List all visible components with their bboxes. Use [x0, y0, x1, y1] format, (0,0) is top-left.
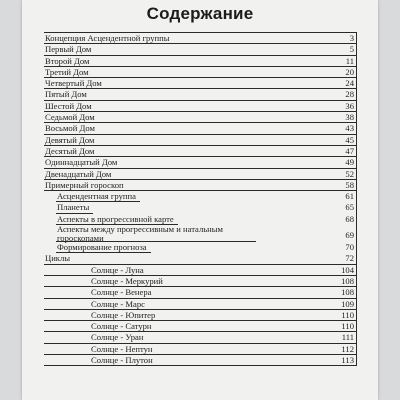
toc-entry-page: 112	[341, 343, 354, 354]
toc-entry-label: Солнце - Меркурий	[91, 275, 163, 286]
toc-entry	[44, 112, 356, 123]
toc-entry-label: Солнце - Нептун	[91, 343, 153, 354]
toc-entry-label: Концепция Асцендентной группы	[45, 33, 170, 43]
toc-entry	[44, 225, 356, 242]
toc-entry-page: 110	[341, 321, 354, 332]
toc-entry	[44, 191, 356, 202]
toc-entry-page: 28	[345, 89, 354, 100]
toc-entry-page: 69	[345, 230, 354, 241]
toc-entry	[44, 332, 356, 343]
toc-entry-page: 68	[345, 213, 354, 224]
toc-entry-page: 43	[345, 123, 354, 134]
toc-entry-page: 38	[345, 112, 354, 123]
toc-entry-page: 65	[345, 202, 354, 213]
toc-entry	[44, 135, 356, 146]
toc-entry-page: 61	[345, 191, 354, 202]
toc-entry	[44, 157, 356, 168]
toc-entry-page: 108	[341, 287, 354, 298]
toc-entry	[44, 78, 356, 89]
toc-entry-label: Четвертый Дом	[45, 78, 102, 89]
toc-entry-page: 109	[341, 298, 354, 309]
toc-entry-page: 104	[341, 264, 354, 275]
toc-entry-label: Пятый Дом	[45, 89, 87, 100]
toc-entry	[44, 123, 356, 134]
toc-entry	[44, 146, 356, 157]
toc-entry	[44, 202, 356, 213]
toc-entry	[44, 89, 356, 100]
toc-entry-page: 108	[341, 275, 354, 286]
toc-entry-label: Восьмой Дом	[45, 123, 95, 134]
toc-entry-label: Одиннадцатый Дом	[45, 157, 118, 168]
toc-entry-label: Первый Дом	[45, 44, 92, 55]
table-of-contents	[44, 32, 357, 366]
toc-entry-page: 49	[345, 157, 354, 168]
toc-entry	[44, 355, 356, 366]
toc-entry-label: Второй Дом	[45, 55, 90, 66]
toc-entry-label: Десятый Дом	[45, 145, 95, 156]
toc-entry-label: Формирование прогноза	[56, 242, 151, 253]
toc-entry-page: 5	[349, 44, 354, 55]
toc-entry-page: 36	[345, 100, 354, 111]
toc-entry-page: 72	[345, 253, 354, 264]
toc-entry-label: Циклы	[45, 253, 71, 264]
toc-entry	[44, 67, 356, 78]
book-page	[22, 0, 378, 400]
toc-entry-page: 58	[345, 179, 354, 190]
toc-entry-label: Солнце - Венера	[91, 287, 152, 298]
toc-entry-page: 11	[345, 55, 354, 66]
toc-entry	[44, 56, 356, 67]
toc-entry	[44, 265, 356, 276]
toc-entry-label: Шестой Дом	[45, 100, 92, 111]
toc-entry-page: 20	[345, 66, 354, 77]
toc-entry-label: Солнце - Плутон	[91, 355, 153, 366]
toc-entry	[44, 344, 356, 355]
toc-entry-label: Седьмой Дом	[45, 112, 95, 123]
toc-entry-label: Солнце - Сатурн	[91, 321, 152, 332]
toc-entry-label: Солнце - Юпитер	[91, 309, 156, 320]
toc-entry-page: 24	[345, 78, 354, 89]
toc-entry-label: Солнце - Марс	[91, 298, 145, 309]
toc-entry-page: 47	[345, 145, 354, 156]
toc-entry	[44, 44, 356, 55]
toc-entry	[44, 253, 356, 264]
toc-entry-page: 70	[345, 242, 354, 253]
toc-entry	[44, 101, 356, 112]
toc-entry-page: 111	[341, 332, 354, 343]
toc-entry-label: Солнце - Луна	[91, 264, 144, 275]
toc-entry-label: Планеты	[56, 202, 93, 213]
toc-entry	[44, 310, 356, 321]
toc-entry-label: Третий Дом	[45, 66, 89, 77]
toc-entry-label: Асцендентная группа	[56, 191, 140, 202]
toc-entry	[44, 276, 356, 287]
toc-entry-page: 113	[341, 355, 354, 366]
toc-entry	[44, 180, 356, 191]
toc-entry-page: 52	[345, 168, 354, 179]
toc-entry-label: Двенадцатый Дом	[45, 168, 112, 179]
toc-entry	[44, 287, 356, 298]
toc-entry	[44, 242, 356, 253]
toc-entry	[44, 299, 356, 310]
toc-entry-label: Девятый Дом	[45, 134, 95, 145]
toc-entry	[44, 321, 356, 332]
page-title: Содержание	[146, 4, 254, 23]
toc-entry-page: 110	[341, 309, 354, 320]
toc-entry-page: 45	[345, 134, 354, 145]
toc-entry-page: 3	[349, 33, 354, 43]
toc-entry-label: Солнце - Уран	[91, 332, 144, 343]
toc-entry-label: Аспекты в прогрессивной карте	[56, 214, 178, 225]
toc-entry-label: Аспекты между прогрессивным и натальным гороскопами	[56, 225, 256, 242]
toc-entry	[44, 33, 356, 44]
toc-entry-label: Примерный гороскоп	[45, 179, 124, 190]
toc-entry	[44, 169, 356, 180]
